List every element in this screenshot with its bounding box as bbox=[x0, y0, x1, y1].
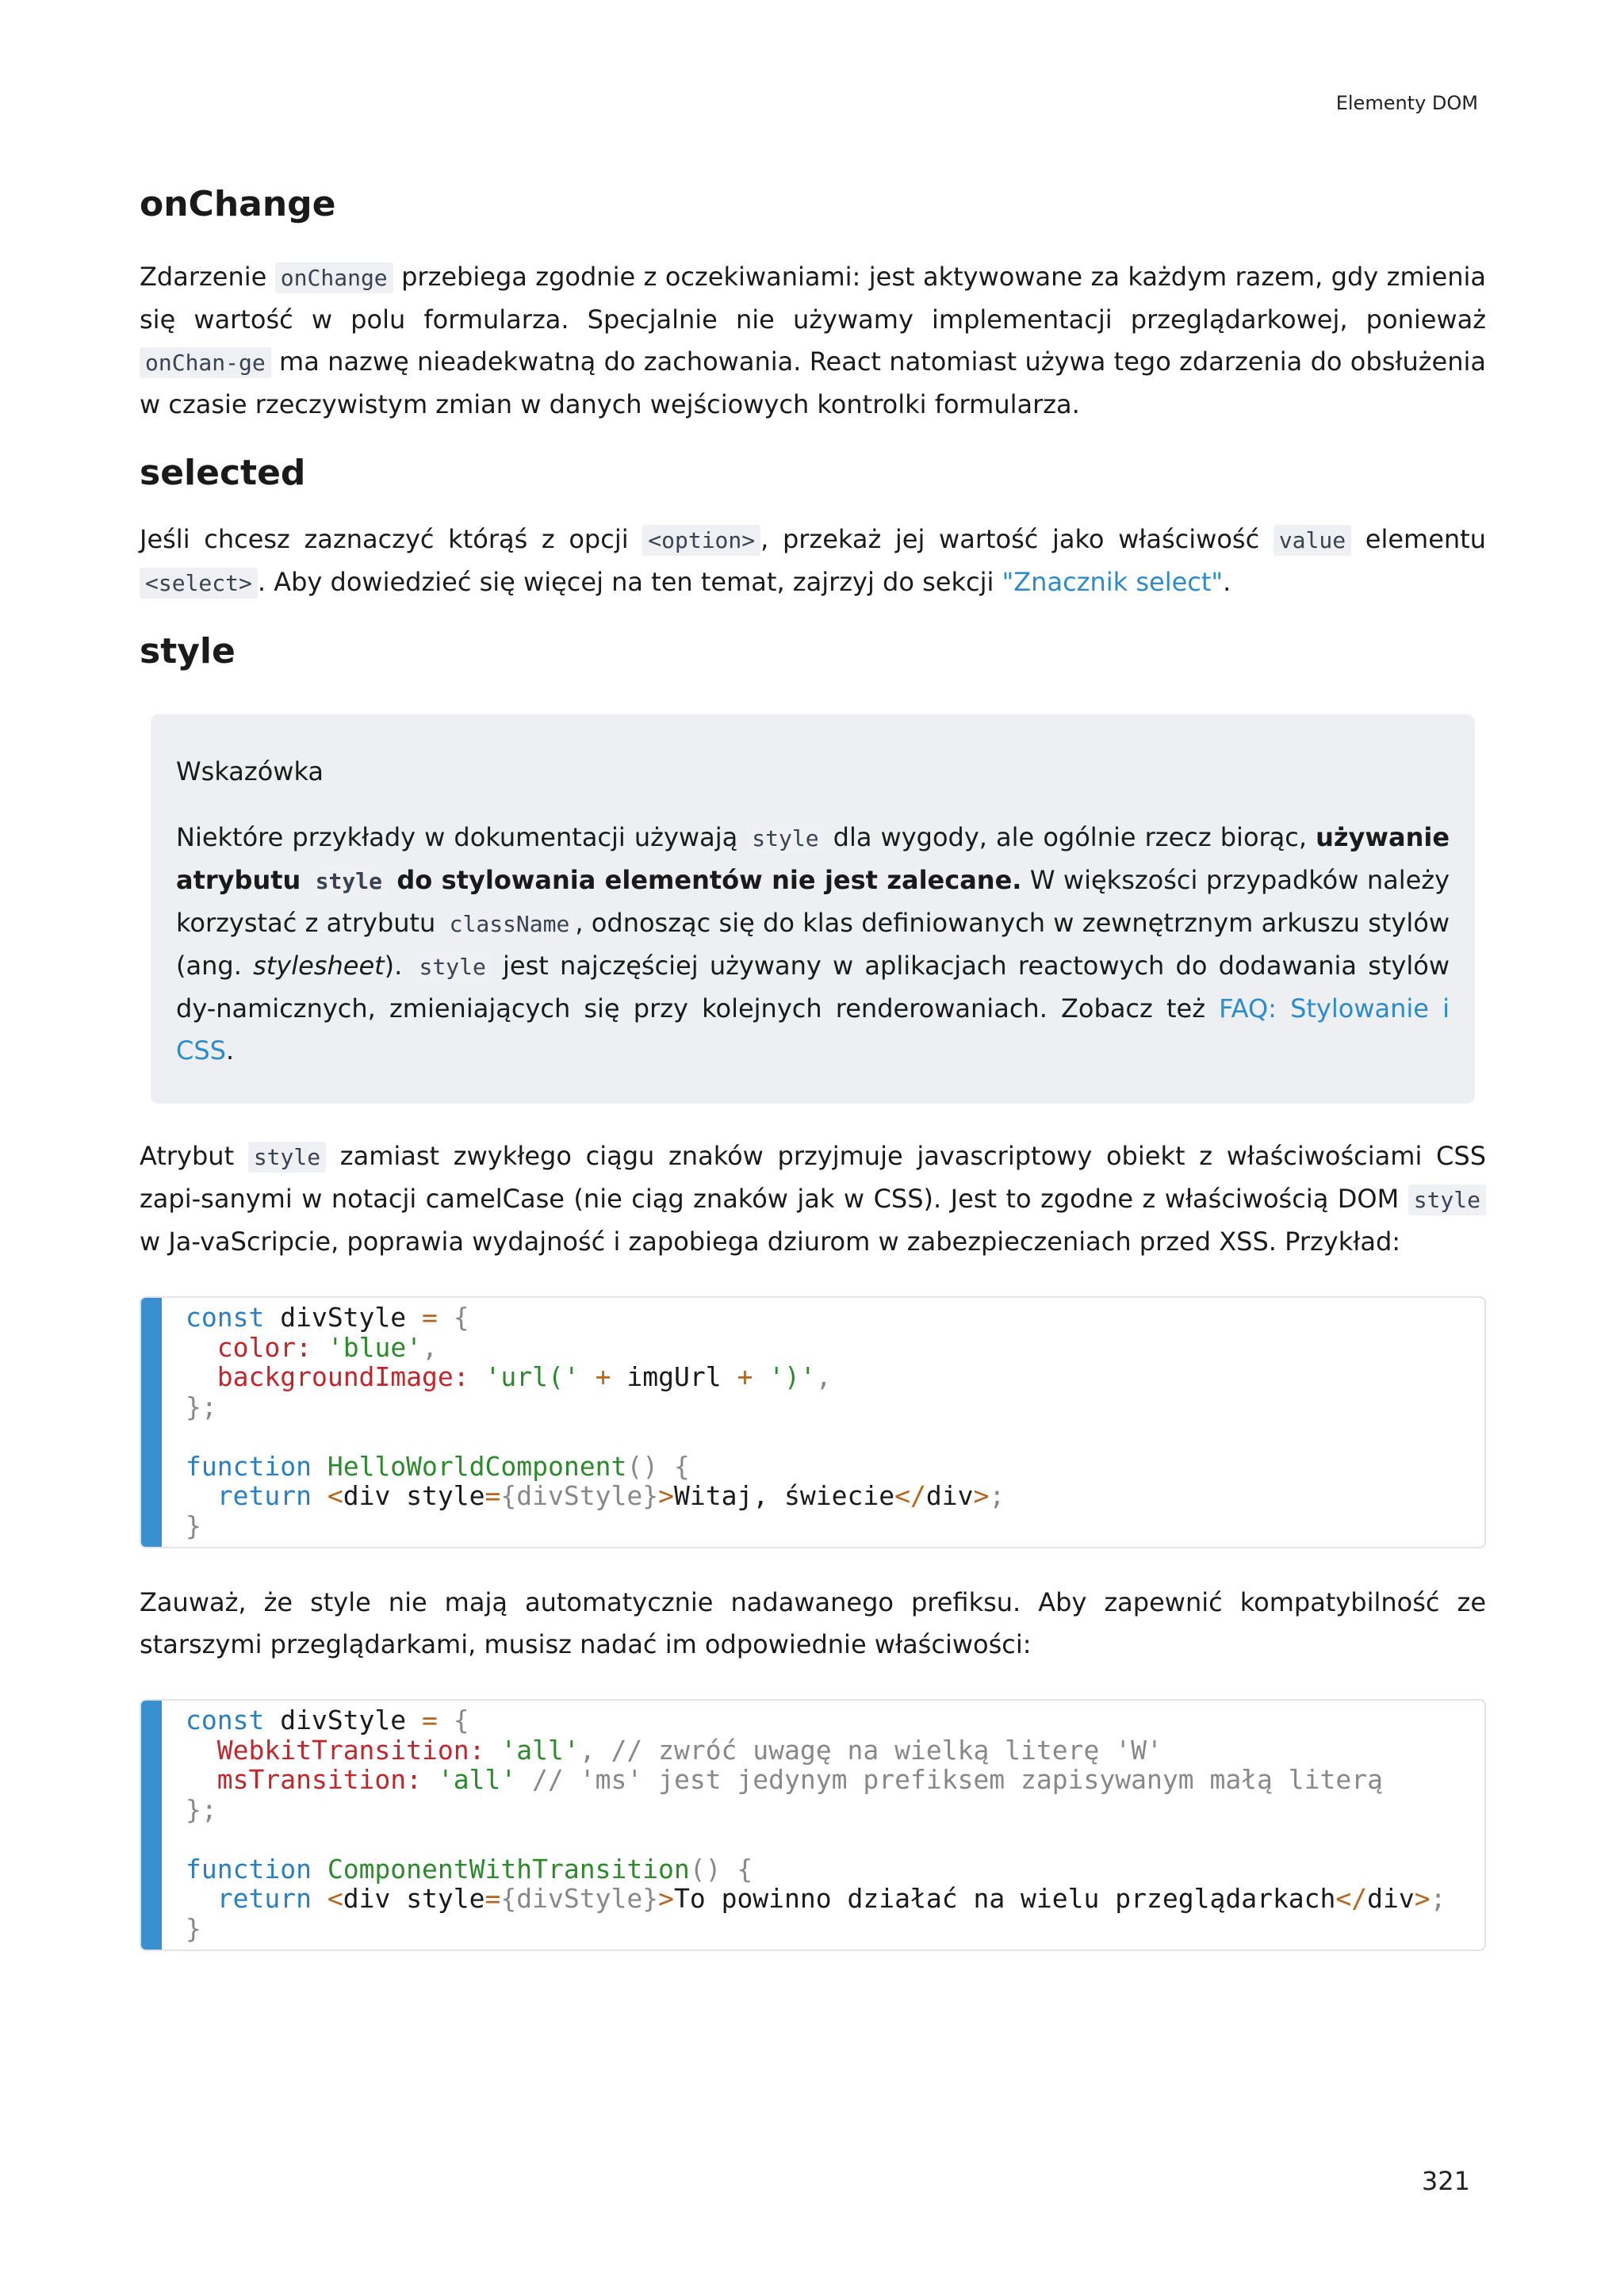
code-token: + bbox=[737, 1361, 753, 1392]
code-token: = bbox=[422, 1302, 438, 1333]
code-token bbox=[312, 1883, 327, 1914]
code-token: {divStyle} bbox=[500, 1480, 659, 1511]
code-token: divStyle bbox=[264, 1302, 423, 1333]
code-listing-2 bbox=[141, 1701, 1484, 1950]
text: jest najczęściej używany w aplikacjach reactowych do dodawania stylów dy-namicznych, zmieniających się przy kolejnych renderowaniach. Zobacz też bbox=[176, 951, 1450, 1024]
code-token bbox=[186, 1764, 217, 1795]
code-token bbox=[186, 1735, 217, 1766]
code-token: ComponentWithTransition bbox=[327, 1853, 690, 1885]
code-token: function bbox=[186, 1853, 312, 1885]
code-block-2 bbox=[140, 1699, 1486, 1951]
code-token: imgUrl bbox=[611, 1361, 737, 1392]
code-token: () { bbox=[626, 1450, 690, 1482]
text: . bbox=[225, 1035, 235, 1066]
code-token: HelloWorldComponent bbox=[327, 1450, 627, 1482]
inline-code: style bbox=[414, 951, 492, 982]
code-token bbox=[312, 1332, 327, 1363]
code-token: }; bbox=[186, 1391, 217, 1422]
code-token: = bbox=[485, 1480, 501, 1511]
code-token: } bbox=[186, 1510, 201, 1541]
code-token: div bbox=[1367, 1883, 1415, 1914]
code-token: ')' bbox=[768, 1361, 816, 1392]
code-token: const bbox=[186, 1302, 265, 1333]
code-token bbox=[485, 1735, 501, 1766]
code-token: div style bbox=[343, 1480, 485, 1511]
code-token: 'all' bbox=[500, 1734, 580, 1766]
code-token: : bbox=[406, 1764, 423, 1795]
text: Zdarzenie bbox=[140, 262, 275, 292]
code-token: , bbox=[579, 1734, 611, 1766]
code-token: () { bbox=[689, 1853, 753, 1885]
text: . bbox=[1223, 567, 1231, 597]
text: Niektóre przykłady w dokumentacji używają bbox=[176, 822, 747, 852]
tip-paragraph bbox=[176, 817, 1450, 1072]
code-token: , bbox=[815, 1361, 832, 1392]
text: ). bbox=[384, 951, 414, 981]
paragraph-style-attribute bbox=[140, 1135, 1486, 1263]
text: , odnosząc się do klas definiowanych w zewnętrznym arkuszu stylów (ang. bbox=[176, 908, 1450, 981]
page-content bbox=[140, 184, 1486, 1951]
inline-code: onChan-ge bbox=[140, 347, 271, 378]
code-token: < bbox=[327, 1883, 343, 1914]
code-token bbox=[516, 1764, 532, 1795]
code-token bbox=[186, 1480, 217, 1511]
inline-code: style bbox=[746, 823, 824, 854]
inline-code: style bbox=[1408, 1184, 1486, 1215]
inline-code: value bbox=[1274, 525, 1351, 556]
code-token: divStyle bbox=[264, 1705, 423, 1735]
tip-title: Wskazówka bbox=[176, 756, 324, 786]
code-token: div style bbox=[343, 1883, 485, 1914]
text: dla wygody, ale ogólnie rzecz biorąc, bbox=[824, 822, 1316, 852]
code-comment: // zwróć uwagę na wielką literę 'W' bbox=[611, 1734, 1162, 1766]
inline-code: className bbox=[444, 909, 576, 939]
code-block-accent-bar bbox=[141, 1298, 162, 1547]
inline-code: onChange bbox=[275, 262, 393, 293]
heading-style: style bbox=[140, 631, 236, 672]
code-token: = bbox=[485, 1883, 501, 1914]
code-token: </ bbox=[1335, 1883, 1368, 1914]
code-token bbox=[186, 1361, 217, 1392]
code-token: > bbox=[658, 1480, 674, 1511]
code-token: WebkitTransition bbox=[216, 1734, 469, 1766]
code-token: 'blue' bbox=[327, 1331, 423, 1363]
code-token: return bbox=[216, 1883, 312, 1914]
code-token: > bbox=[658, 1883, 674, 1914]
text: elementu bbox=[1351, 524, 1487, 554]
text: przebiega zgodnie z oczekiwaniami: jest aktywowane za każdym razem, gdy zmienia się wartość w polu formularza. Specjalnie nie używamy implementacji przeglądarkowej, ponieważ bbox=[140, 262, 1487, 335]
code-token bbox=[186, 1883, 217, 1914]
text: . Aby dowiedzieć się więcej na ten temat, zajrzyj do sekcji bbox=[257, 567, 1002, 597]
code-token: , bbox=[422, 1331, 438, 1363]
inline-code: <option> bbox=[642, 525, 760, 556]
code-token: > bbox=[1414, 1883, 1431, 1914]
code-token bbox=[312, 1480, 327, 1511]
text: zamiast zwykłego ciągu znaków przyjmuje javascriptowy obiekt z właściwościami CSS zapi-sanymi w notacji camelCase (nie ciąg znaków jak w CSS). Jest to zgodne z właściwością DOM bbox=[140, 1141, 1487, 1214]
heading-selected: selected bbox=[140, 453, 306, 493]
code-token: function bbox=[186, 1450, 312, 1482]
code-token: } bbox=[186, 1912, 201, 1944]
code-token: = bbox=[422, 1705, 438, 1735]
inline-code: <select> bbox=[140, 568, 258, 599]
paragraph-prefix-note: Zauważ, że style nie mają automatycznie nadawanego prefiksu. Aby zapewnić kompatybilność ze starszymi przeglądarkami, musisz nadać im odpowiednie właściwości: bbox=[140, 1587, 1486, 1659]
code-block-1 bbox=[140, 1296, 1486, 1548]
tip-box bbox=[151, 714, 1475, 1104]
link-faq-stylowanie[interactable]: FAQ: Stylowanie i CSS bbox=[176, 993, 1450, 1066]
text: W większości przypadków należy korzystać z atrybutu bbox=[176, 865, 1450, 938]
code-token bbox=[422, 1764, 438, 1795]
code-token: msTransition bbox=[216, 1764, 407, 1795]
code-token: < bbox=[327, 1480, 343, 1511]
paragraph-onchange bbox=[140, 256, 1486, 426]
heading-onchange: onChange bbox=[140, 184, 336, 224]
code-token: return bbox=[216, 1480, 312, 1511]
code-token: { bbox=[437, 1705, 469, 1735]
code-token: + bbox=[595, 1361, 611, 1392]
code-token bbox=[580, 1361, 596, 1392]
code-token bbox=[469, 1361, 485, 1392]
code-token: 'url(' bbox=[485, 1361, 580, 1392]
code-token: Witaj, świecie bbox=[673, 1480, 895, 1511]
code-token: : bbox=[453, 1361, 469, 1392]
inline-code: style bbox=[310, 866, 388, 897]
paragraph-selected bbox=[140, 519, 1486, 604]
code-token: : bbox=[296, 1331, 312, 1363]
text: ma nazwę nieadekwatną do zachowania. React natomiast używa tego zdarzenia do obsłużenia w czasie rzeczywistym zmian w danych wejściowych kontrolki formularza. bbox=[140, 346, 1486, 419]
code-token bbox=[312, 1854, 327, 1885]
text: do stylowania elementów nie jest zalecane. bbox=[387, 865, 1022, 895]
code-token: }; bbox=[186, 1793, 217, 1825]
code-token bbox=[186, 1332, 217, 1363]
text: Atrybut bbox=[140, 1141, 248, 1171]
text: Jeśli chcesz zaznaczyć którąś z opcji bbox=[140, 524, 643, 554]
code-token: To powinno działać na wielu przeglądarkach bbox=[673, 1883, 1336, 1914]
code-token: color bbox=[216, 1331, 297, 1363]
italic-text: stylesheet bbox=[253, 951, 385, 981]
code-token: 'all' bbox=[437, 1764, 517, 1795]
link-znacznik-select[interactable]: "Znacznik select" bbox=[1002, 567, 1224, 597]
code-listing-1 bbox=[141, 1298, 1484, 1547]
code-token: div bbox=[925, 1480, 974, 1511]
code-token bbox=[312, 1451, 327, 1482]
text: w Ja-vaScripcie, poprawia wydajność i zapobiega dziurom w zabezpieczeniach przed XSS. Przykład: bbox=[140, 1226, 1401, 1257]
code-token: {divStyle} bbox=[500, 1883, 659, 1914]
running-header: Elementy DOM bbox=[1335, 92, 1478, 114]
inline-code: style bbox=[248, 1142, 326, 1173]
page-number: 321 bbox=[1421, 2166, 1470, 2196]
code-token bbox=[753, 1361, 768, 1392]
code-token: backgroundImage bbox=[216, 1361, 454, 1392]
code-token: </ bbox=[894, 1480, 926, 1511]
code-token: ; bbox=[1430, 1883, 1446, 1914]
text: używanie atrybutu bbox=[176, 822, 1450, 895]
text: , przekaż jej wartość jako właściwość bbox=[760, 524, 1274, 554]
code-comment: // 'ms' jest jedynym prefiksem zapisywanym małą literą bbox=[532, 1764, 1383, 1795]
code-token: const bbox=[186, 1705, 265, 1735]
code-token: { bbox=[437, 1302, 469, 1333]
code-block-accent-bar bbox=[141, 1701, 162, 1950]
code-token: : bbox=[469, 1734, 485, 1766]
code-token: > bbox=[973, 1480, 990, 1511]
code-token: ; bbox=[989, 1480, 1005, 1511]
